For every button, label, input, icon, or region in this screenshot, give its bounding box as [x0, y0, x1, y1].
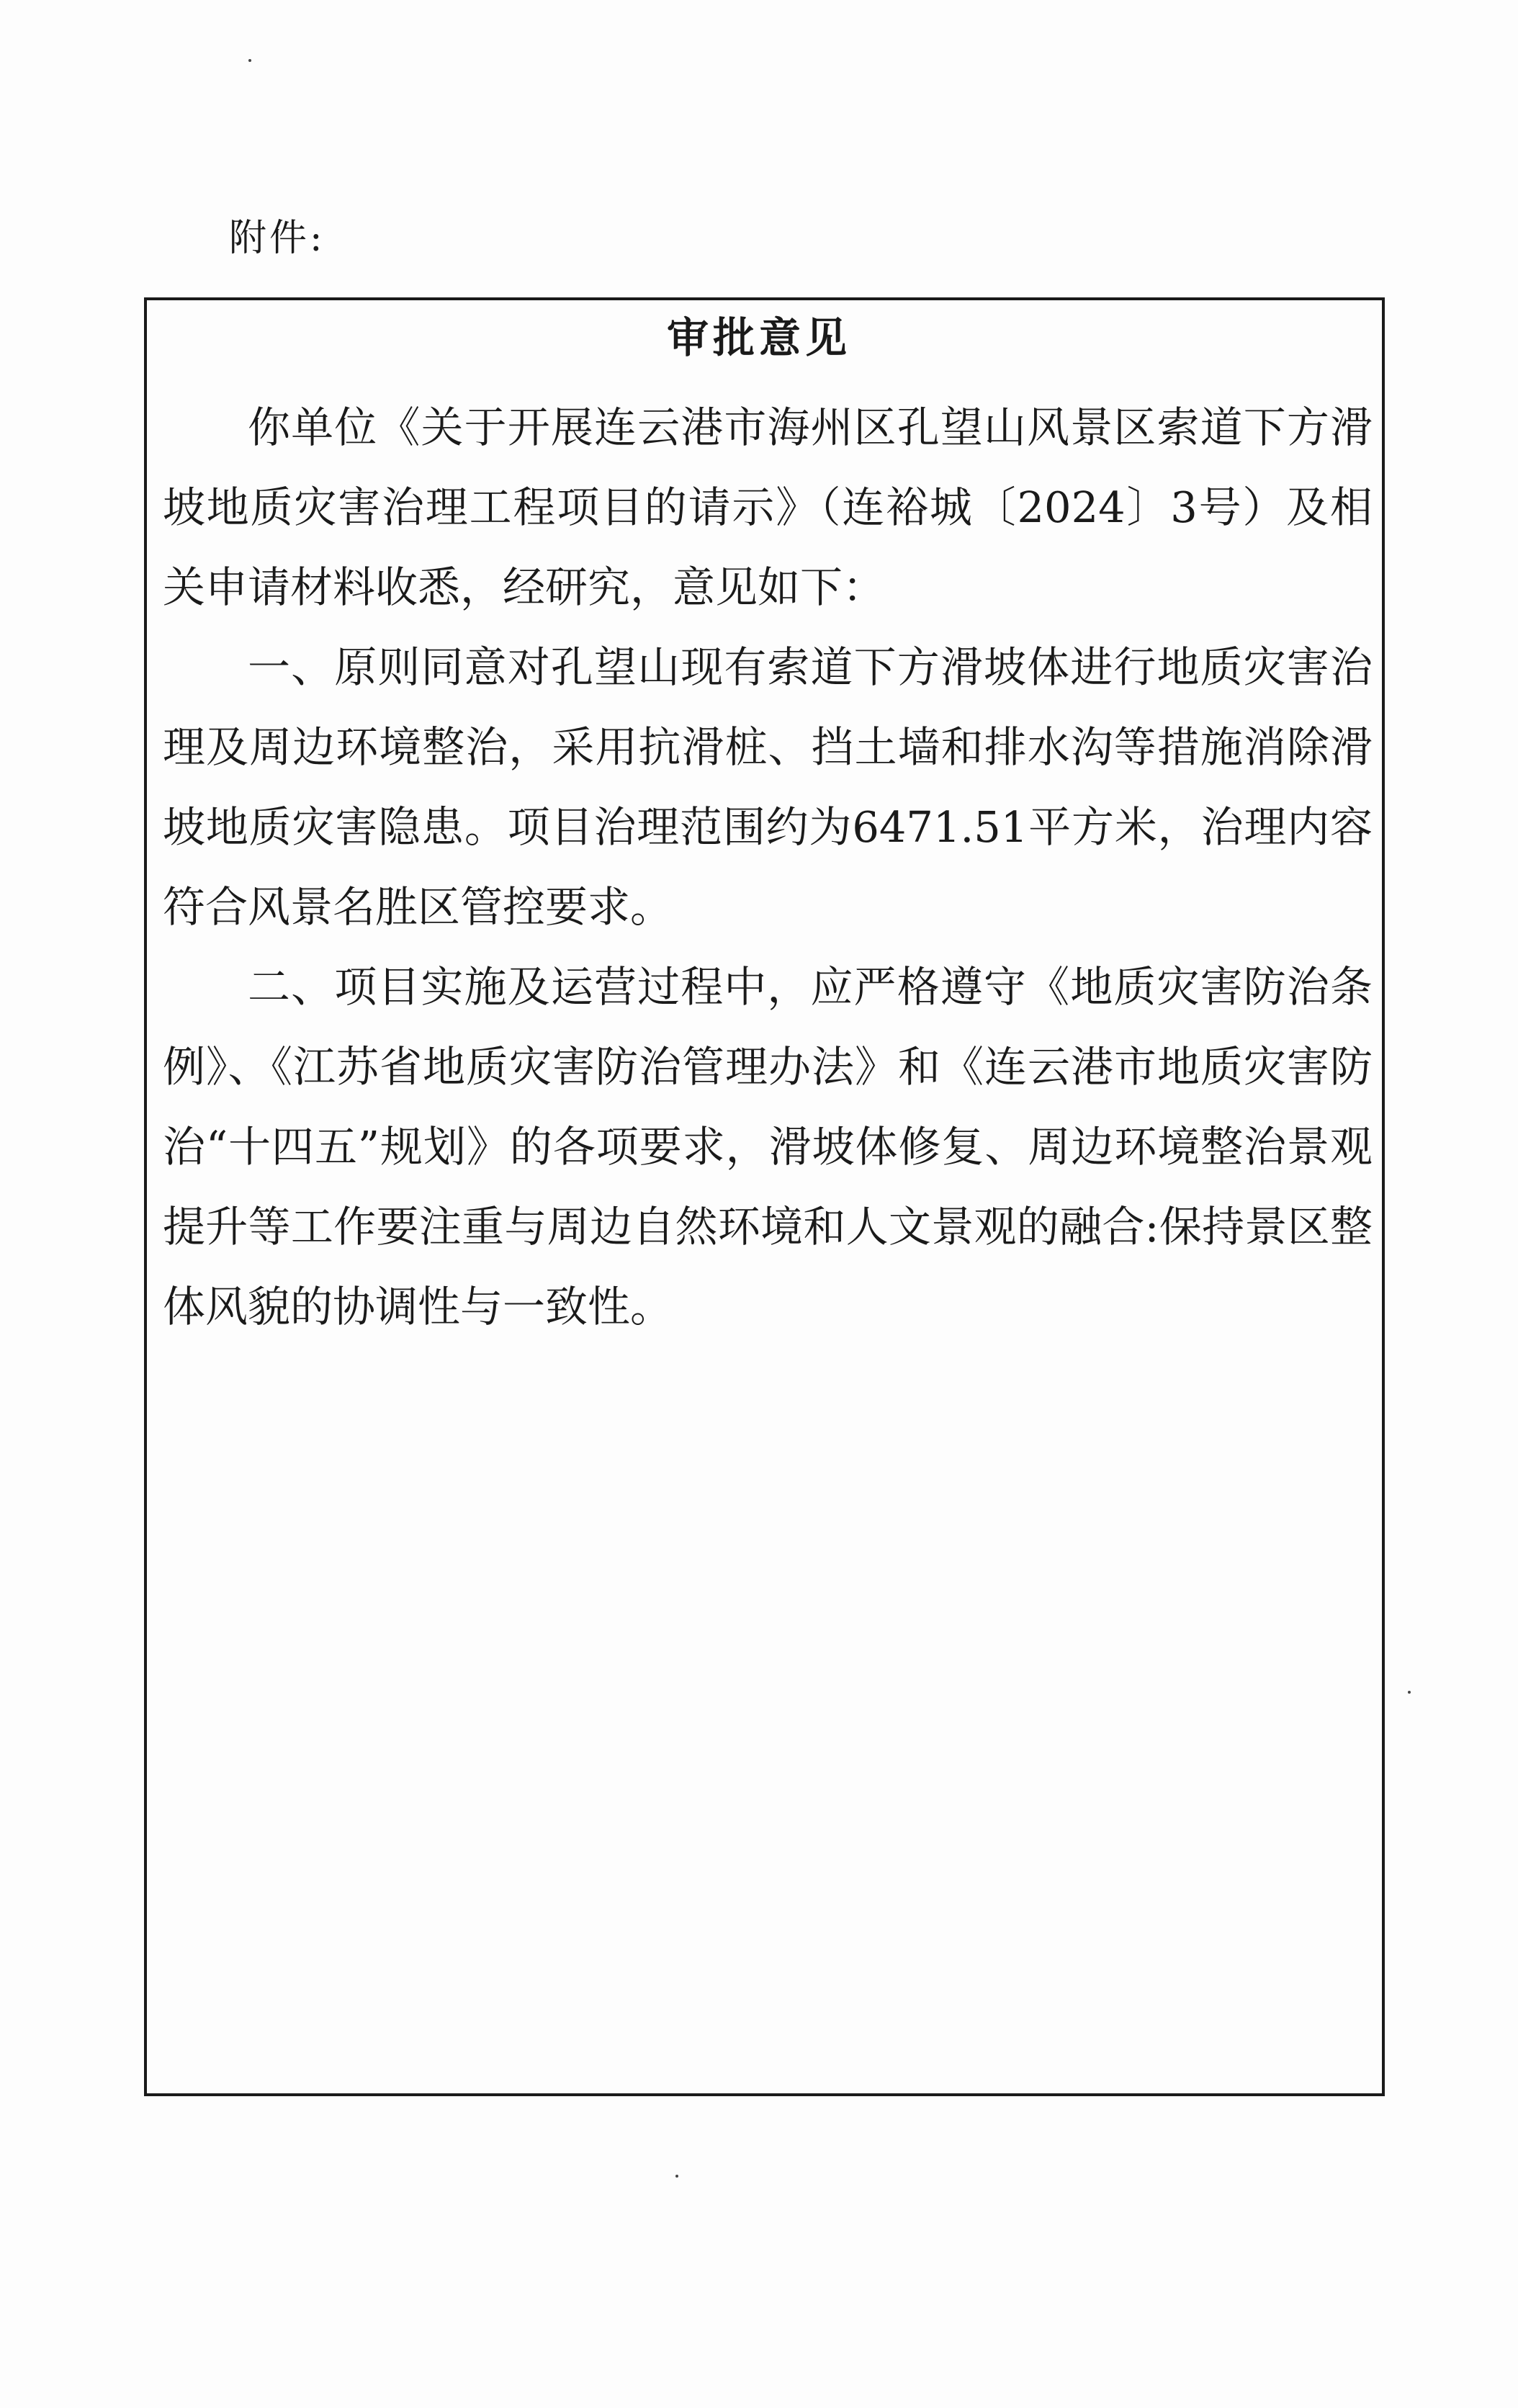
paragraph-intro: 你单位《关于开展连云港市海州区孔望山风景区索道下方滑坡地质灾害治理工程项目的请示》（连裕城〔2024〕3号）及相关申请材料收悉，经研究，意见如下：: [163, 403, 1373, 612]
scan-speck: [248, 59, 251, 62]
approval-opinion-title: 审批意见: [666, 313, 851, 362]
attachment-label: 附件:: [229, 217, 325, 260]
scan-speck: [1408, 1691, 1411, 1694]
scan-speck: [675, 2175, 678, 2178]
approval-opinion-body: [163, 387, 1373, 1347]
paragraph-item-1: 一、原则同意对孔望山现有索道下方滑坡体进行地质灾害治理及周边环境整治，采用抗滑桩、挡土墙和排水沟等措施消除滑坡地质灾害隐患。项目治理范围约为6471.51平方米，治理内容符合风景名胜区管控要求。: [163, 642, 1373, 932]
paragraph-item-2: 二、项目实施及运营过程中，应严格遵守《地质灾害防治条例》、《江苏省地质灾害防治管理办法》和《连云港市地质灾害防治“十四五”规划》的各项要求，滑坡体修复、周边环境整治景观提升等工作要注重与周边自然环境和人文景观的融合:保持景区整体风貌的协调性与一致性。: [163, 962, 1373, 1331]
